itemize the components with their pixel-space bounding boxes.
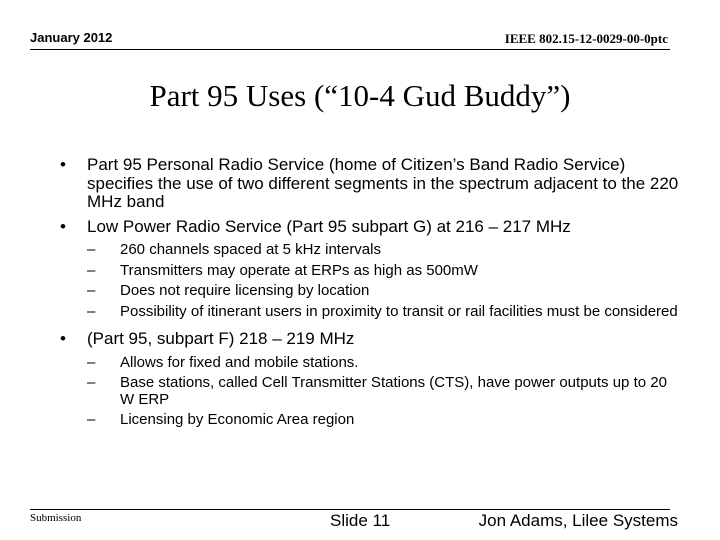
sub-bullet-text: Licensing by Economic Area region <box>120 411 355 428</box>
slide-body <box>60 156 680 439</box>
header-doc-id: IEEE 802.15-12-0029-00-0ptc <box>504 31 668 46</box>
sub-bullet-item <box>60 283 680 300</box>
sub-bullet-text: Transmitters may operate at ERPs as high as 500mW <box>120 261 478 279</box>
sub-bullet-item <box>60 412 680 429</box>
sub-bullet-item <box>60 242 680 259</box>
bullet-text: Part 95 Personal Radio Service (home of Citizen’s Band Radio Service) specifies the use of two different segments in the spectrum adjacent to the 220 MHz band <box>87 155 679 211</box>
sub-bullet-text: 260 channels spaced at 5 kHz intervals <box>120 241 381 258</box>
dash-marker: – <box>87 411 96 428</box>
footer-rule <box>30 509 670 510</box>
bullet-text: (Part 95, subpart F) 218 – 219 MHz <box>87 329 355 348</box>
sub-bullet-item <box>60 355 680 372</box>
slide-title: Part 95 Uses (“10-4 Gud Buddy”) <box>149 78 571 113</box>
bullet-item <box>60 156 680 212</box>
sub-bullet-text: Base stations, called Cell Transmitter Stations (CTS), have power outputs up to 20 W ERP <box>120 374 667 408</box>
dash-marker: – <box>87 374 96 391</box>
dash-marker: – <box>87 353 96 371</box>
dash-marker: – <box>87 282 96 299</box>
sub-bullet-text: Does not require licensing by location <box>120 282 370 299</box>
sub-bullet-item <box>60 263 680 280</box>
bullet-text: Low Power Radio Service (Part 95 subpart G) at 216 – 217 MHz <box>87 216 571 236</box>
bullet-item <box>60 330 680 349</box>
bullet-marker: • <box>60 329 66 348</box>
header-rule <box>30 49 670 50</box>
sub-bullet-list <box>60 355 680 429</box>
bullet-item <box>60 218 680 237</box>
footer-submission: Submission <box>30 512 82 524</box>
header-date: January 2012 <box>30 30 113 45</box>
bullet-marker: • <box>60 216 66 236</box>
sub-bullet-item <box>60 304 680 321</box>
bullet-marker: • <box>60 155 66 174</box>
sub-bullet-text: Possibility of itinerant users in proximity to transit or rail facilities must be considered <box>120 302 678 320</box>
sub-bullet-list <box>60 242 680 320</box>
sub-bullet-text: Allows for fixed and mobile stations. <box>120 353 359 371</box>
dash-marker: – <box>87 261 96 279</box>
dash-marker: – <box>87 302 96 320</box>
dash-marker: – <box>87 241 96 258</box>
sub-bullet-item <box>60 375 680 408</box>
footer-slide-number: Slide 11 <box>330 511 391 530</box>
footer-author: Jon Adams, Lilee Systems <box>478 511 678 530</box>
